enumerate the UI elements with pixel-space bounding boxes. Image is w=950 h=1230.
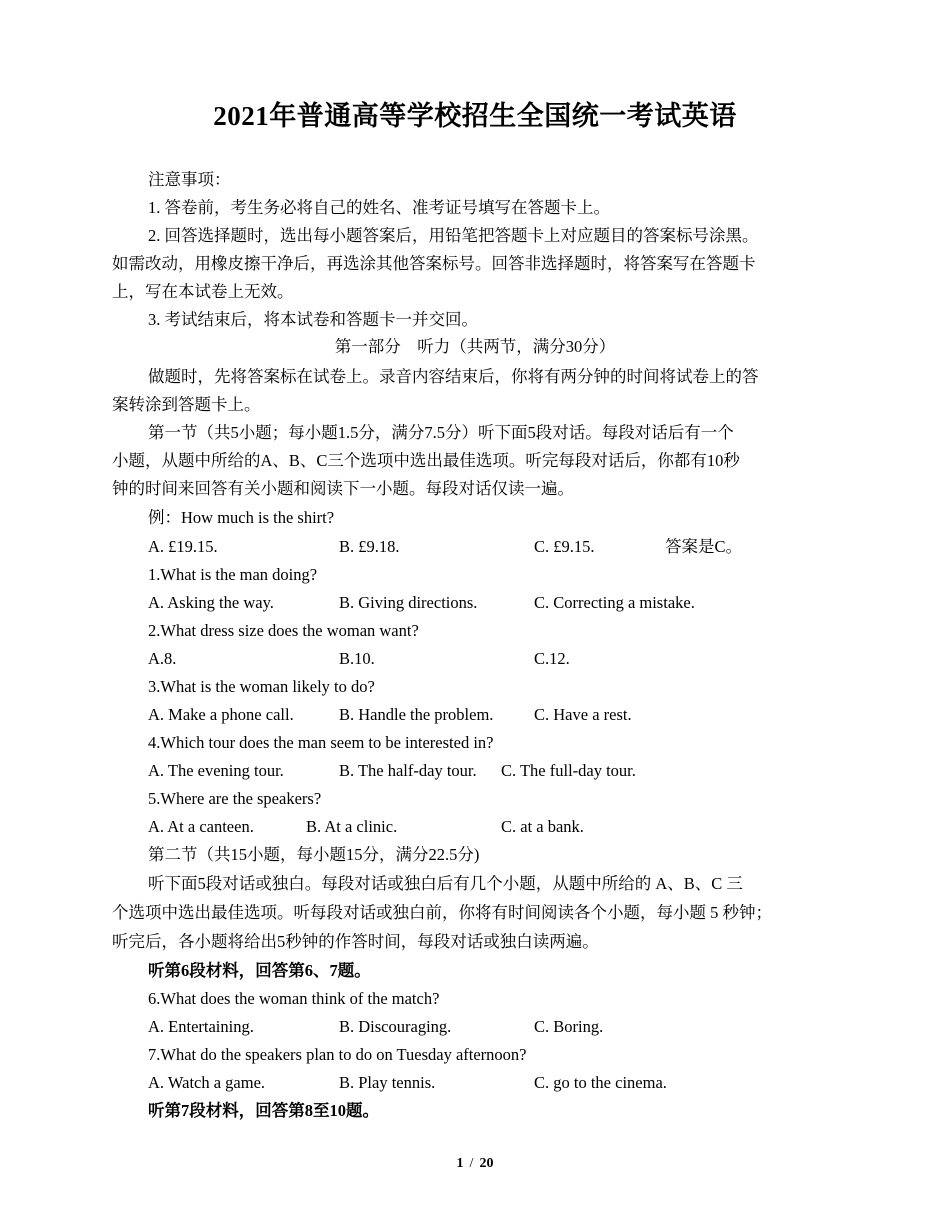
q7-option-a: A. Watch a game. [148, 1073, 266, 1092]
example-option-a: A. £19.15. [148, 537, 218, 556]
q3-option-b: B. Handle the problem. [339, 705, 494, 724]
q2-option-a: A.8. [148, 649, 177, 668]
question-7: 7.What do the speakers plan to do on Tuesday afternoon? [148, 1045, 527, 1064]
q6-option-b: B. Discouraging. [339, 1017, 452, 1036]
notice-heading: 注意事项： [148, 170, 231, 189]
notice-item-3: 3. 考试结束后，将本试卷和答题卡一并交回。 [148, 310, 478, 329]
page-separator: / [469, 1156, 474, 1171]
example-option-c: C. £9.15. [534, 537, 595, 556]
q4-option-b: B. The half-day tour. [339, 761, 477, 780]
q3-option-c: C. Have a rest. [534, 705, 632, 724]
page-title: 2021年普通高等学校招生全国统一考试英语 [213, 101, 737, 131]
q4-option-c: C. The full-day tour. [501, 761, 636, 780]
total-pages: 20 [479, 1156, 494, 1171]
notice-item-1: 1. 答卷前，考生务必将自己的姓名、准考证号填写在答题卡上。 [148, 198, 610, 217]
section2-desc-cont: 个选项中选出最佳选项。听每段对话或独白前，你将有时间阅读各个小题，每小题 5 秒钟； [112, 903, 772, 922]
section1-desc-cont: 钟的时间来回答有关小题和阅读下一小题。每段对话仅读一遍。 [112, 479, 574, 498]
question-4: 4.Which tour does the man seem to be interested in? [148, 733, 494, 752]
page-number [0, 1156, 950, 1172]
section2-desc: 听下面5段对话或独白。每段对话或独白后有几个小题，从题中所给的 A、B、C 三 [148, 874, 743, 893]
question-2: 2.What dress size does the woman want? [148, 621, 419, 640]
part1-intro: 做题时，先将答案标在试卷上。录音内容结束后，你将有两分钟的时间将试卷上的答 [148, 367, 759, 386]
q4-option-a: A. The evening tour. [148, 761, 284, 780]
section2-desc-cont: 听完后，各小题将给出5秒钟的作答时间，每段对话或独白读两遍。 [112, 932, 599, 951]
q2-option-b: B.10. [339, 649, 375, 668]
q6-option-c: C. Boring. [534, 1017, 604, 1036]
material-7-heading: 听第7段材料，回答第8至10题。 [148, 1101, 379, 1120]
example-answer: 答案是C。 [665, 537, 743, 556]
q7-option-b: B. Play tennis. [339, 1073, 436, 1092]
q3-option-a: A. Make a phone call. [148, 705, 294, 724]
example-option-b: B. £9.18. [339, 537, 400, 556]
q1-option-c: C. Correcting a mistake. [534, 593, 695, 612]
q5-option-b: B. At a clinic. [306, 817, 398, 836]
notice-item-2: 2. 回答选择题时，选出每小题答案后，用铅笔把答题卡上对应题目的答案标号涂黑。 [148, 226, 759, 245]
q1-option-b: B. Giving directions. [339, 593, 478, 612]
q6-option-a: A. Entertaining. [148, 1017, 254, 1036]
question-5: 5.Where are the speakers? [148, 789, 322, 808]
question-3: 3.What is the woman likely to do? [148, 677, 375, 696]
material-6-heading: 听第6段材料，回答第6、7题。 [148, 961, 371, 980]
section1-desc: 第一节（共5小题；每小题1.5分，满分7.5分）听下面5段对话。每段对话后有一个 [148, 423, 734, 442]
notice-item-2-cont: 上，写在本试卷上无效。 [112, 282, 294, 301]
q5-option-a: A. At a canteen. [148, 817, 254, 836]
q5-option-c: C. at a bank. [501, 817, 584, 836]
question-6: 6.What does the woman think of the match? [148, 989, 440, 1008]
section2-heading: 第二节（共15小题，每小题15分，满分22.5分) [148, 845, 480, 864]
part1-heading: 第一部分 听力（共两节，满分30分） [334, 337, 616, 356]
section1-desc-cont: 小题，从题中所给的A、B、C三个选项中选出最佳选项。听完每段对话后，你都有10秒 [112, 451, 740, 470]
notice-item-2-cont: 如需改动，用橡皮擦干净后，再选涂其他答案标号。回答非选择题时，将答案写在答题卡 [112, 254, 756, 273]
current-page: 1 [456, 1156, 464, 1171]
example-question: 例：How much is the shirt? [148, 508, 335, 527]
q7-option-c: C. go to the cinema. [534, 1073, 667, 1092]
question-1: 1.What is the man doing? [148, 565, 318, 584]
part1-intro-cont: 案转涂到答题卡上。 [112, 395, 261, 414]
q1-option-a: A. Asking the way. [148, 593, 274, 612]
q2-option-c: C.12. [534, 649, 570, 668]
